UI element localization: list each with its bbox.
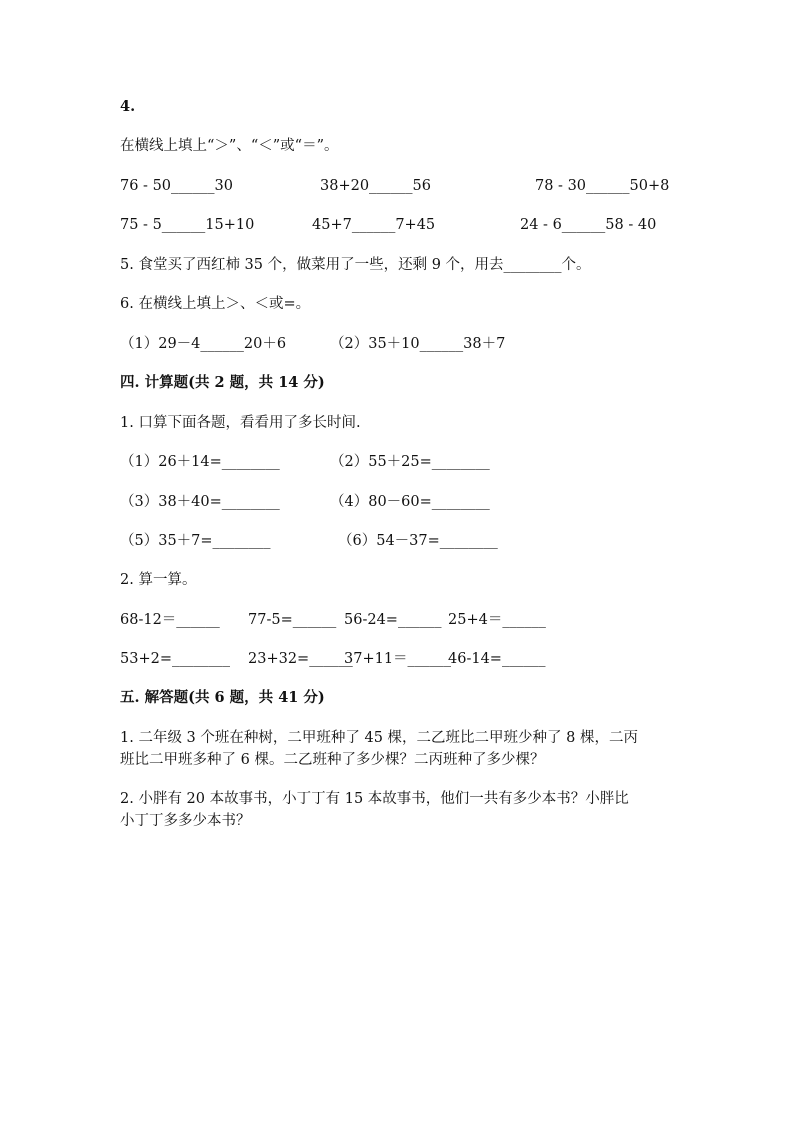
section5-q2-line-2: 小丁丁多多少本书？ bbox=[120, 813, 251, 829]
section4-q1-item-4: （4）80－60=________ bbox=[330, 494, 490, 510]
q6-text: 6. 在横线上填上＞、＜或=。 bbox=[120, 296, 311, 312]
section5-q1-line-1: 1. 二年级 3 个班在种树，二甲班种了 45 棵，二乙班比二甲班少种了 8 棵，二丙 bbox=[120, 730, 638, 746]
section4-title: 四. 计算题(共 2 题，共 14 分) bbox=[120, 374, 325, 391]
section4-q2-row2-a: 53+2=________ bbox=[120, 651, 230, 667]
section4-q1-item-5: （5）35＋7=________ bbox=[120, 533, 271, 549]
q4-row1-b: 38+20______56 bbox=[320, 178, 432, 194]
section4-q1-item-1: （1）26＋14=________ bbox=[120, 454, 280, 470]
q4-number: 4. bbox=[120, 98, 136, 115]
section4-q1-item-2: （2）55＋25=________ bbox=[330, 454, 490, 470]
section4-q2-row1-a: 68-12＝______ bbox=[120, 612, 220, 628]
section4-q2-row1-c: 56-24=______ bbox=[344, 612, 442, 628]
q4-row1-c: 78 - 30______50+8 bbox=[535, 178, 670, 194]
q4-instruction: 在横线上填上“＞”、“＜”或“＝”。 bbox=[120, 138, 339, 154]
q4-row2-b: 45+7______7+45 bbox=[312, 217, 436, 233]
section4-q1-item-6: （6）54－37=________ bbox=[338, 533, 498, 549]
q6-item-1: （1）29－4______20＋6 bbox=[120, 336, 287, 352]
section4-q2-row2-b: 23+32=______ bbox=[248, 651, 353, 667]
section4-q2-row1-b: 77-5=______ bbox=[248, 612, 337, 628]
section5-title: 五. 解答题(共 6 题，共 41 分) bbox=[120, 689, 325, 706]
section4-q1-item-3: （3）38＋40=________ bbox=[120, 494, 280, 510]
section4-q2-row1-d: 25+4＝______ bbox=[448, 612, 546, 628]
q4-row1-a: 76 - 50______30 bbox=[120, 178, 233, 194]
q6-item-2: （2）35＋10______38＋7 bbox=[330, 336, 506, 352]
section4-q1-text: 1. 口算下面各题，看看用了多长时间. bbox=[120, 415, 361, 431]
section5-q1-line-2: 班比二甲班多种了 6 棵。二乙班种了多少棵？二丙班种了多少棵？ bbox=[120, 752, 545, 768]
q5-text: 5. 食堂买了西红柿 35 个，做菜用了一些，还剩 9 个，用去________个。 bbox=[120, 257, 591, 273]
section5-q2-line-1: 2. 小胖有 20 本故事书，小丁丁有 15 本故事书，他们一共有多少本书？小胖比 bbox=[120, 791, 629, 807]
section4-q2-text: 2. 算一算。 bbox=[120, 572, 197, 588]
section4-q2-row2-d: 46-14=______ bbox=[448, 651, 546, 667]
q4-row2-a: 75 - 5______15+10 bbox=[120, 217, 255, 233]
section4-q2-row2-c: 37+11＝______ bbox=[344, 651, 452, 667]
q4-row2-c: 24 - 6______58 - 40 bbox=[520, 217, 657, 233]
